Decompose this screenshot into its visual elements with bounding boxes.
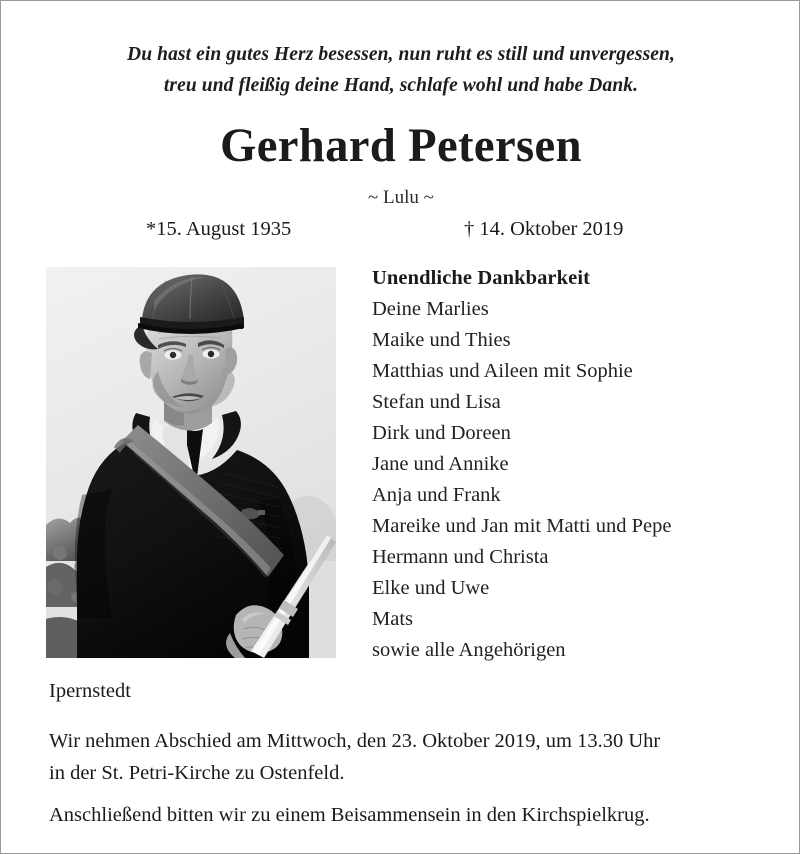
service-info-line-1: Wir nehmen Abschied am Mittwoch, den 23. Oktober 2019, um 13.30 Uhr xyxy=(49,730,661,752)
family-names-list xyxy=(372,263,772,666)
list-item: sowie alle Angehörigen xyxy=(372,639,566,661)
portrait-illustration xyxy=(46,267,336,658)
death-date: † 14. Oktober 2019 xyxy=(464,218,624,240)
list-item: Hermann und Christa xyxy=(372,546,549,568)
place-name: Ipernstedt xyxy=(49,680,131,702)
list-item: Mareike und Jan mit Matti und Pepe xyxy=(372,515,672,537)
list-item: Mats xyxy=(372,608,413,630)
list-item: Elke und Uwe xyxy=(372,577,490,599)
list-item: Dirk und Doreen xyxy=(372,422,511,444)
verse-line-1: Du hast ein gutes Herz besessen, nun ruht es still und unvergessen, xyxy=(127,44,675,65)
memorial-verse xyxy=(61,39,741,101)
list-item: Maike und Thies xyxy=(372,329,511,351)
verse-line-2: treu und fleißig deine Hand, schlafe wohl und habe Dank. xyxy=(163,75,639,96)
deceased-name: Gerhard Petersen xyxy=(220,119,582,172)
list-item: Stefan und Lisa xyxy=(372,391,501,413)
reception-info: Anschließend bitten wir zu einem Beisammensein in den Kirchspielkrug. xyxy=(49,804,650,826)
life-dates xyxy=(146,215,666,243)
list-item: Deine Marlies xyxy=(372,298,489,320)
birth-date: *15. August 1935 xyxy=(146,218,292,240)
service-info-line-2: in der St. Petri-Kirche zu Ostenfeld. xyxy=(49,762,345,784)
portrait-photo xyxy=(46,267,336,658)
list-item: Jane und Annike xyxy=(372,453,509,475)
list-item: Matthias und Aileen mit Sophie xyxy=(372,360,633,382)
funeral-service-info xyxy=(49,725,759,789)
list-item: Anja und Frank xyxy=(372,484,501,506)
deceased-nickname: ~ Lulu ~ xyxy=(368,187,434,208)
family-list-heading: Unendliche Dankbarkeit xyxy=(372,267,591,289)
